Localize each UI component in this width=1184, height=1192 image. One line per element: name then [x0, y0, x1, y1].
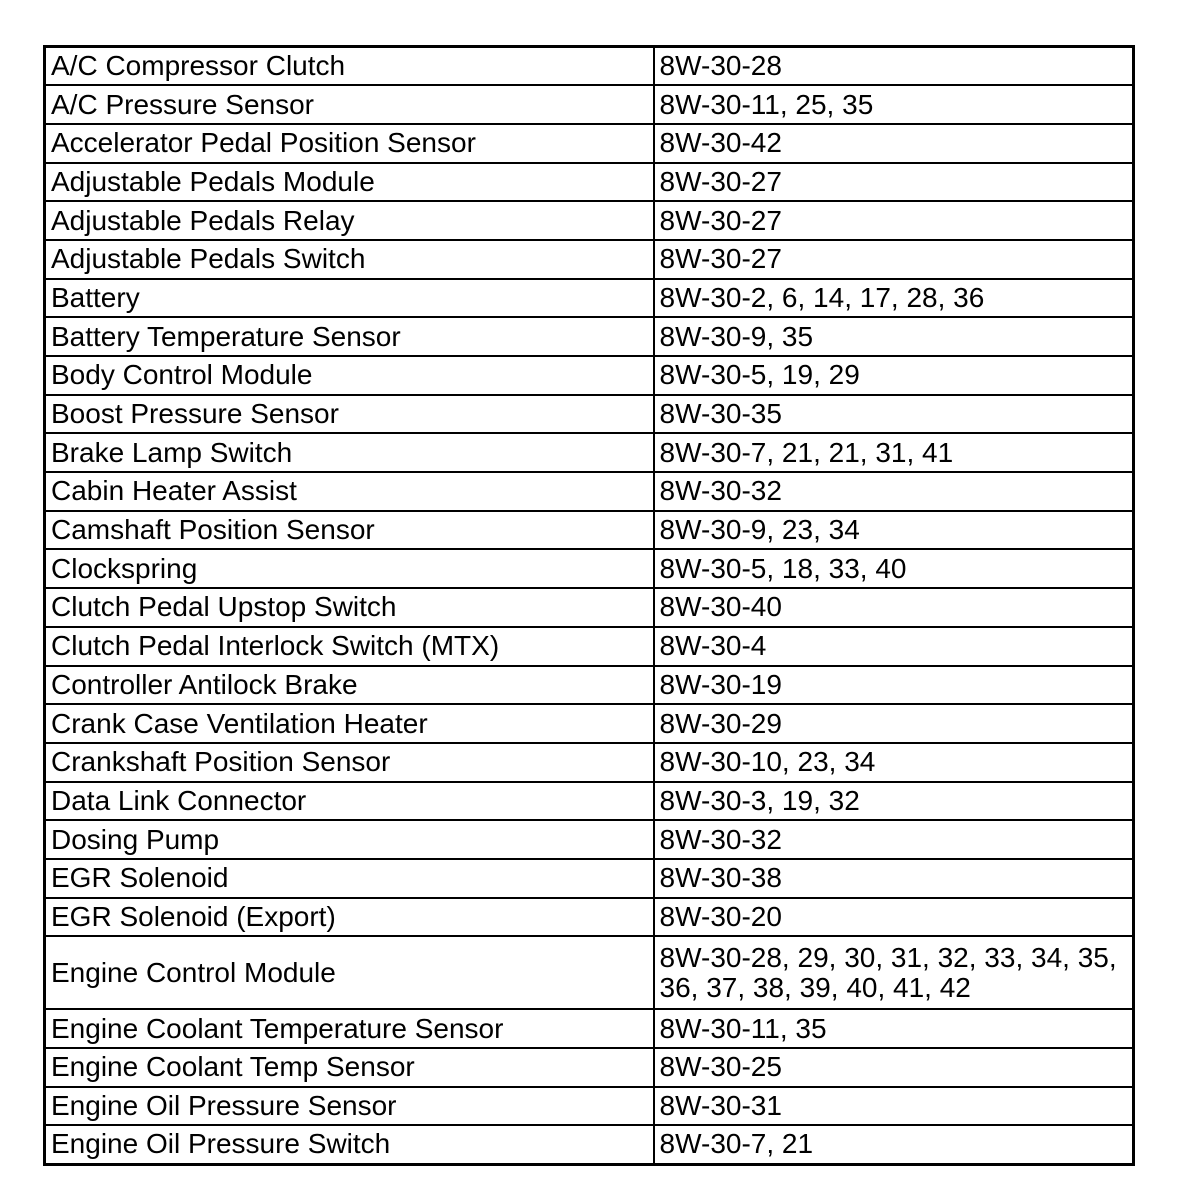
- table-row: [45, 240, 1134, 279]
- table-row: [45, 782, 1134, 821]
- component-name-cell: Adjustable Pedals Module: [45, 163, 654, 202]
- page-reference-cell: 8W-30-2, 6, 14, 17, 28, 36: [654, 279, 1134, 318]
- table-row: [45, 395, 1134, 434]
- component-name-cell: A/C Compressor Clutch: [45, 47, 654, 86]
- table-row: [45, 472, 1134, 511]
- page-reference-cell: 8W-30-4: [654, 627, 1134, 666]
- table-row: [45, 1125, 1134, 1164]
- page-reference-cell: 8W-30-5, 18, 33, 40: [654, 549, 1134, 588]
- component-name-cell: Engine Coolant Temp Sensor: [45, 1048, 654, 1087]
- table-row: [45, 666, 1134, 705]
- page-reference-cell: 8W-30-9, 35: [654, 317, 1134, 356]
- page-reference-cell: 8W-30-19: [654, 666, 1134, 705]
- component-name-cell: Clockspring: [45, 549, 654, 588]
- page-reference-cell: 8W-30-3, 19, 32: [654, 782, 1134, 821]
- page-reference-cell: 8W-30-40: [654, 588, 1134, 627]
- table-row: [45, 820, 1134, 859]
- page-reference-cell: 8W-30-27: [654, 163, 1134, 202]
- table-row: [45, 1009, 1134, 1048]
- page-reference-cell: 8W-30-7, 21, 21, 31, 41: [654, 433, 1134, 472]
- table-row: [45, 433, 1134, 472]
- page-reference-cell: 8W-30-29: [654, 704, 1134, 743]
- table-row: [45, 743, 1134, 782]
- component-name-cell: Body Control Module: [45, 356, 654, 395]
- component-index-table: [43, 45, 1135, 1166]
- page-reference-cell: 8W-30-28, 29, 30, 31, 32, 33, 34, 35, 36, 37, 38, 39, 40, 41, 42: [654, 936, 1134, 1009]
- component-name-cell: Engine Coolant Temperature Sensor: [45, 1009, 654, 1048]
- table-row: [45, 47, 1134, 86]
- page-reference-cell: 8W-30-35: [654, 395, 1134, 434]
- table-row: [45, 511, 1134, 550]
- component-name-cell: Crankshaft Position Sensor: [45, 743, 654, 782]
- page-reference-cell: 8W-30-32: [654, 472, 1134, 511]
- table-row: [45, 859, 1134, 898]
- component-name-cell: Battery: [45, 279, 654, 318]
- component-name-cell: Boost Pressure Sensor: [45, 395, 654, 434]
- table-row: [45, 124, 1134, 163]
- component-name-cell: Controller Antilock Brake: [45, 666, 654, 705]
- component-name-cell: A/C Pressure Sensor: [45, 85, 654, 124]
- component-name-cell: Data Link Connector: [45, 782, 654, 821]
- page-reference-cell: 8W-30-27: [654, 201, 1134, 240]
- page-reference-cell: 8W-30-42: [654, 124, 1134, 163]
- component-name-cell: Adjustable Pedals Relay: [45, 201, 654, 240]
- page-reference-cell: 8W-30-28: [654, 47, 1134, 86]
- table-row: [45, 704, 1134, 743]
- component-name-cell: Adjustable Pedals Switch: [45, 240, 654, 279]
- component-name-cell: Camshaft Position Sensor: [45, 511, 654, 550]
- page-reference-cell: 8W-30-20: [654, 898, 1134, 937]
- component-name-cell: Clutch Pedal Interlock Switch (MTX): [45, 627, 654, 666]
- page-reference-cell: 8W-30-9, 23, 34: [654, 511, 1134, 550]
- table-row: [45, 936, 1134, 1009]
- table-body: [45, 47, 1134, 1165]
- table-row: [45, 1048, 1134, 1087]
- component-name-cell: Engine Control Module: [45, 936, 654, 1009]
- component-name-cell: Dosing Pump: [45, 820, 654, 859]
- component-name-cell: Engine Oil Pressure Sensor: [45, 1087, 654, 1126]
- table-row: [45, 627, 1134, 666]
- page-reference-cell: 8W-30-7, 21: [654, 1125, 1134, 1164]
- component-name-cell: EGR Solenoid: [45, 859, 654, 898]
- table-row: [45, 317, 1134, 356]
- table-row: [45, 1087, 1134, 1126]
- page-reference-cell: 8W-30-38: [654, 859, 1134, 898]
- table-row: [45, 588, 1134, 627]
- table-row: [45, 201, 1134, 240]
- table-row: [45, 163, 1134, 202]
- page-reference-cell: 8W-30-32: [654, 820, 1134, 859]
- page-reference-cell: 8W-30-5, 19, 29: [654, 356, 1134, 395]
- page-reference-cell: 8W-30-31: [654, 1087, 1134, 1126]
- table-row: [45, 279, 1134, 318]
- component-name-cell: Accelerator Pedal Position Sensor: [45, 124, 654, 163]
- component-name-cell: EGR Solenoid (Export): [45, 898, 654, 937]
- component-name-cell: Engine Oil Pressure Switch: [45, 1125, 654, 1164]
- page-reference-cell: 8W-30-11, 25, 35: [654, 85, 1134, 124]
- component-name-cell: Brake Lamp Switch: [45, 433, 654, 472]
- table-row: [45, 549, 1134, 588]
- page-reference-cell: 8W-30-25: [654, 1048, 1134, 1087]
- component-name-cell: Cabin Heater Assist: [45, 472, 654, 511]
- component-name-cell: Battery Temperature Sensor: [45, 317, 654, 356]
- table-row: [45, 85, 1134, 124]
- table-row: [45, 356, 1134, 395]
- page-reference-cell: 8W-30-11, 35: [654, 1009, 1134, 1048]
- page-reference-cell: 8W-30-10, 23, 34: [654, 743, 1134, 782]
- table-row: [45, 898, 1134, 937]
- component-name-cell: Clutch Pedal Upstop Switch: [45, 588, 654, 627]
- component-name-cell: Crank Case Ventilation Heater: [45, 704, 654, 743]
- page-reference-cell: 8W-30-27: [654, 240, 1134, 279]
